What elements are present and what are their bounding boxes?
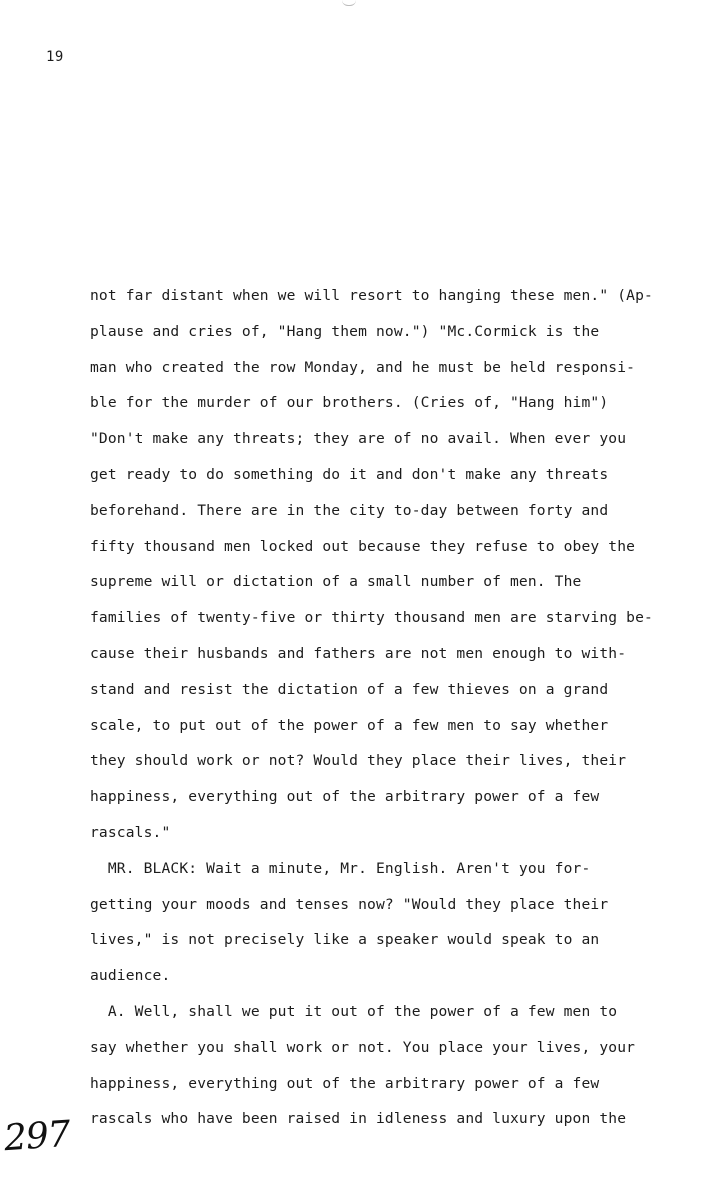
text-line: MR. BLACK: Wait a minute, Mr. English. Aren't you for- bbox=[90, 859, 591, 877]
text-line: man who created the row Monday, and he must be held responsi- bbox=[90, 358, 636, 376]
text-line: rascals." bbox=[90, 823, 171, 841]
text-line: beforehand. There are in the city to-day between forty and bbox=[90, 501, 609, 519]
text-line: supreme will or dictation of a small number of men. The bbox=[90, 573, 582, 591]
text-line: A. Well, shall we put it out of the power of a few men to bbox=[90, 1002, 618, 1020]
text-line: "Don't make any threats; they are of no avail. When ever you bbox=[90, 430, 627, 448]
text-line: say whether you shall work or not. You place your lives, your bbox=[90, 1038, 636, 1056]
text-line: rascals who have been raised in idleness and luxury upon the bbox=[90, 1110, 627, 1128]
text-line: not far distant when we will resort to hanging these men." (Ap- bbox=[90, 287, 653, 304]
text-line: plause and cries of, "Hang them now.") "Mc.Cormick is the bbox=[90, 322, 600, 340]
page-number: 19 bbox=[46, 49, 64, 65]
text-line: they should work or not? Would they place their lives, their bbox=[90, 752, 627, 770]
text-line: ble for the murder of our brothers. (Cries of, "Hang him") bbox=[90, 394, 609, 412]
text-line: scale, to put out of the power of a few men to say whether bbox=[90, 716, 609, 734]
text-line: happiness, everything out of the arbitrary power of a few bbox=[90, 1074, 600, 1092]
handwritten-page-number: 297 bbox=[2, 1113, 72, 1160]
text-line: getting your moods and tenses now? "Would they place their bbox=[90, 895, 609, 913]
text-line: fifty thousand men locked out because they refuse to obey the bbox=[90, 537, 636, 555]
top-smudge bbox=[342, 0, 356, 6]
text-line: cause their husbands and fathers are not men enough to with- bbox=[90, 644, 627, 662]
text-line: get ready to do something do it and don't make any threats bbox=[90, 465, 609, 483]
text-line: lives," is not precisely like a speaker would speak to an bbox=[90, 931, 600, 949]
document-body bbox=[90, 284, 680, 1143]
text-line: happiness, everything out of the arbitrary power of a few bbox=[90, 788, 600, 806]
text-line: audience. bbox=[90, 967, 171, 985]
text-line: stand and resist the dictation of a few thieves on a grand bbox=[90, 680, 609, 698]
text-line: families of twenty-five or thirty thousand men are starving be- bbox=[90, 609, 653, 627]
